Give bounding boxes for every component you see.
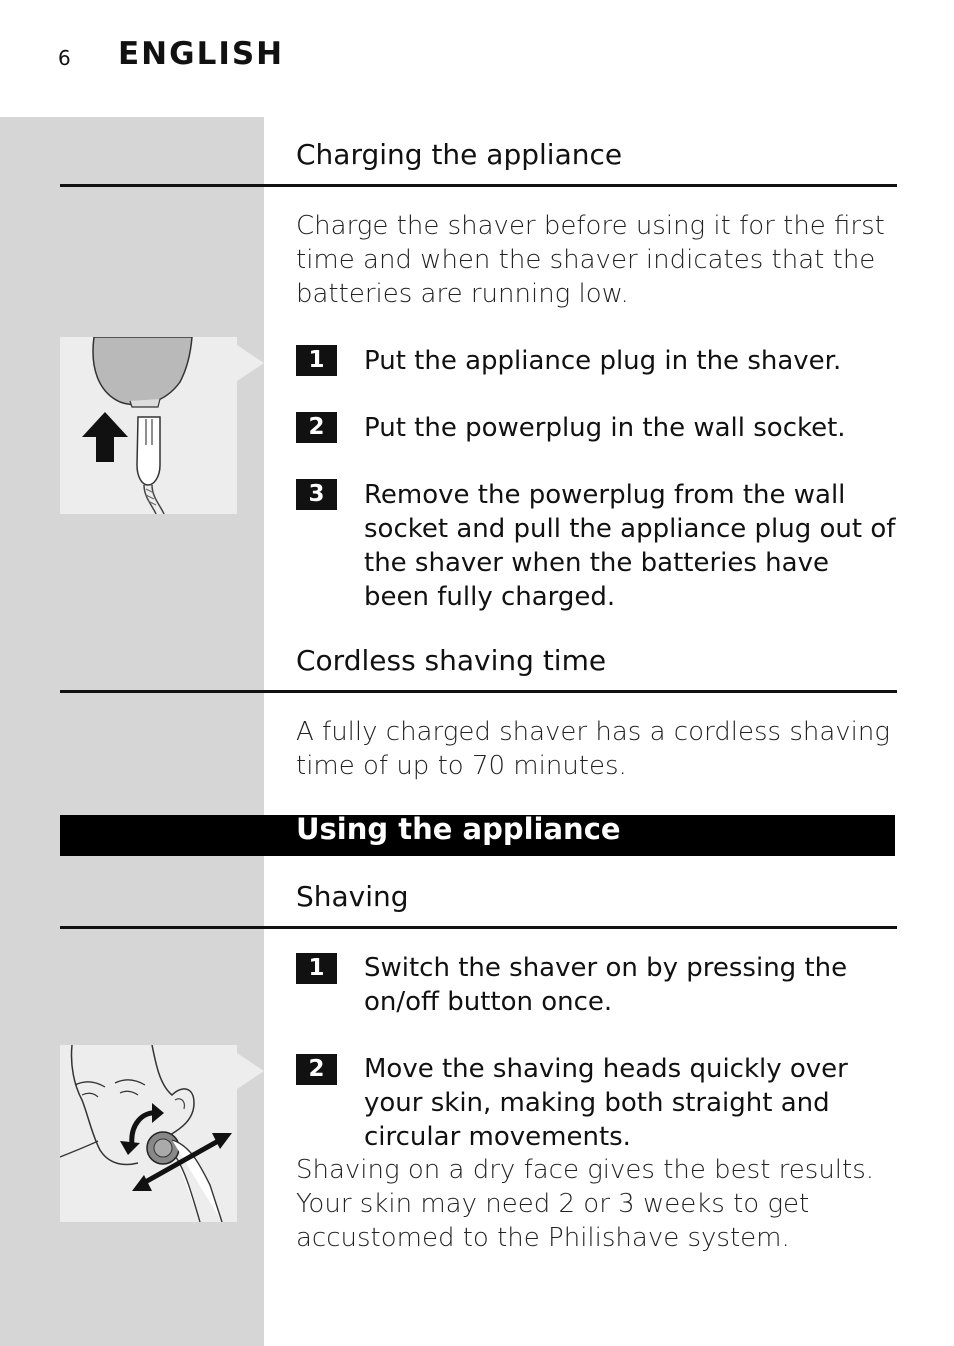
shaver-plug-illustration (60, 337, 237, 514)
step-text: Put the powerplug in the wall socket. (364, 413, 846, 443)
charging-intro: Charge the shaver before using it for the first time and when the shaver indicates that the batteries are running low. (296, 211, 885, 309)
heading-cordless: Cordless shaving time (296, 644, 607, 677)
shaving-face-illustration (60, 1045, 237, 1222)
cordless-text: A fully charged shaver has a cordless shaving time of up to 70 minutes. (296, 717, 890, 781)
page-number: 6 (58, 46, 71, 70)
section-title-using: Using the appliance (296, 812, 621, 846)
step-text: Remove the powerplug from the wall socket and pull the appliance plug out of the shaver when the batteries have been fully charged. (364, 480, 896, 612)
step-number: 2 (296, 412, 337, 443)
step-number: 1 (296, 953, 337, 984)
step-text: Switch the shaver on by pressing the on/off button once. (364, 953, 848, 1017)
step-text: Move the shaving heads quickly over your skin, making both straight and circular movements. (364, 1054, 848, 1152)
step-number: 2 (296, 1054, 337, 1085)
heading-charging: Charging the appliance (296, 138, 623, 171)
step-text: Put the appliance plug in the shaver. (364, 346, 842, 376)
step-number: 3 (296, 479, 337, 510)
language-header: ENGLISH (118, 36, 285, 72)
illustration-pointer (237, 1053, 264, 1089)
shaving-note: Shaving on a dry face gives the best results. Your skin may need 2 or 3 weeks to get accustomed to the Philishave system. (296, 1155, 875, 1253)
step-number: 1 (296, 345, 337, 376)
shaver-plug-icon (60, 337, 237, 514)
heading-rule (60, 184, 897, 187)
heading-shaving: Shaving (296, 880, 409, 913)
heading-rule (60, 690, 897, 693)
heading-rule (60, 926, 897, 929)
shaving-face-icon (60, 1045, 237, 1222)
illustration-pointer (237, 345, 264, 381)
